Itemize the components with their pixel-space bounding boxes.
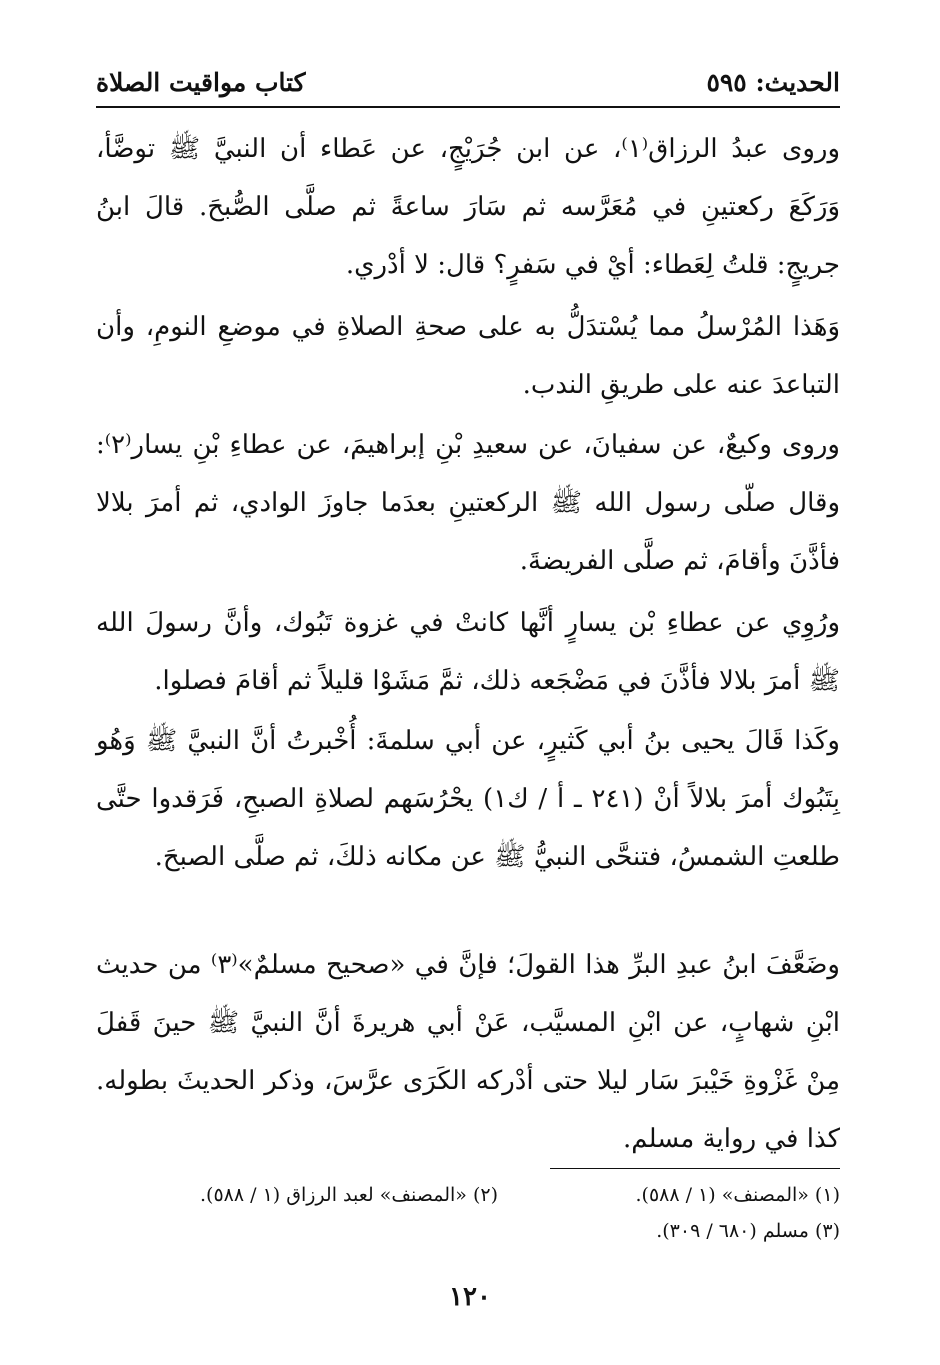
paragraph: ورُوِي عن عطاءِ بْن يسارٍ أنَّها كانتْ في غزوة تَبُوك، وأنَّ رسولَ الله ﷺ أمرَ بلالا فأذَّنَ في مَضْجَعه ذلك، ثمَّ مَشَوْا قليلاً ثم أقامَ فصلوا.: [96, 608, 840, 696]
footnote-2: (٢) «المصنف» لعبد الرزاق (١ / ٥٨٨).: [200, 1184, 498, 1206]
paragraph: وَهَذا المُرْسلُ مما يُسْتدَلُّ به على صحةِ الصلاةِ في موضعِ النومِ، وأن التباعدَ عنه على طريقِ الندب.: [96, 312, 840, 400]
footnote-1: (١) «المصنف» (١ / ٥٨٨).: [635, 1184, 840, 1206]
header-rule: [96, 106, 840, 108]
footnote-3: (٣) مسلم (٦٨٠ / ٣٠٩).: [656, 1220, 840, 1242]
book-title: كتاب مواقيت الصلاة: [96, 68, 306, 97]
paragraph: وروى وكيعٌ، عن سفيانَ، عن سعيدِ بْنِ إبراهيمَ، عن عطاءِ بْنِ يسار⁽٢⁾: وقال صلّى رسول الله ﷺ الركعتينِ بعدَما جاوزَ الوادي، ثم أمرَ بلالا فأذَّنَ وأقامَ، ثم صلَّى الفريضةَ.: [96, 430, 840, 576]
running-header: [96, 64, 840, 104]
paragraph: وكَذا قَالَ يحيى بنُ أبي كَثيرٍ، عن أبي سلمةَ: أُخْبرتُ أنَّ النبيَّ ﷺ وَهُو بِتَبُوك أمرَ بلالاً أنْ (٢٤١ ـ أ / ك١) يحْرُسَهم لصلاةِ الصبحِ، فَرَقدوا حتَّى طلعتِ الشمسُ، فتنحَّى النبيُّ ﷺ عن مكانه ذلكَ، ثم صلَّى الصبحَ.: [96, 726, 841, 872]
paragraph: وروى عبدُ الرزاق⁽١⁾، عن ابن جُرَيْجٍ، عن عَطاء أن النبيَّ ﷺ توضَّأ، وَرَكَعَ ركعتينِ في مُعَرَّسه ثم سَارَ ساعةً ثم صلَّى الصُّبحَ. قالَ ابنُ جريجٍ: قلتُ لِعَطاء: أيْ في سَفرٍ؟ قال: لا أدْري.: [96, 134, 840, 280]
page-number: ١٢٠: [449, 1282, 491, 1312]
paragraph: وضَعَّفَ ابنُ عبدِ البرِّ هذا القولَ؛ فإنَّ في «صحيح مسلمٌ»⁽٣⁾ من حديث ابْنِ شهابٍ، عن ابْنِ المسيَّب، عَنْ أبي هريرةَ أنَّ النبيَّ ﷺ حينَ قَفلَ مِنْ غَزْوةِ خَيْبرَ سَار ليلا حتى أدْركه الكَرَى عرَّسَ، وذكر الحديثَ بطوله. كذا في رواية مسلم.: [96, 950, 840, 1154]
hadith-number: الحديث: ٥٩٥: [706, 68, 840, 97]
footnote-separator: [550, 1168, 840, 1169]
